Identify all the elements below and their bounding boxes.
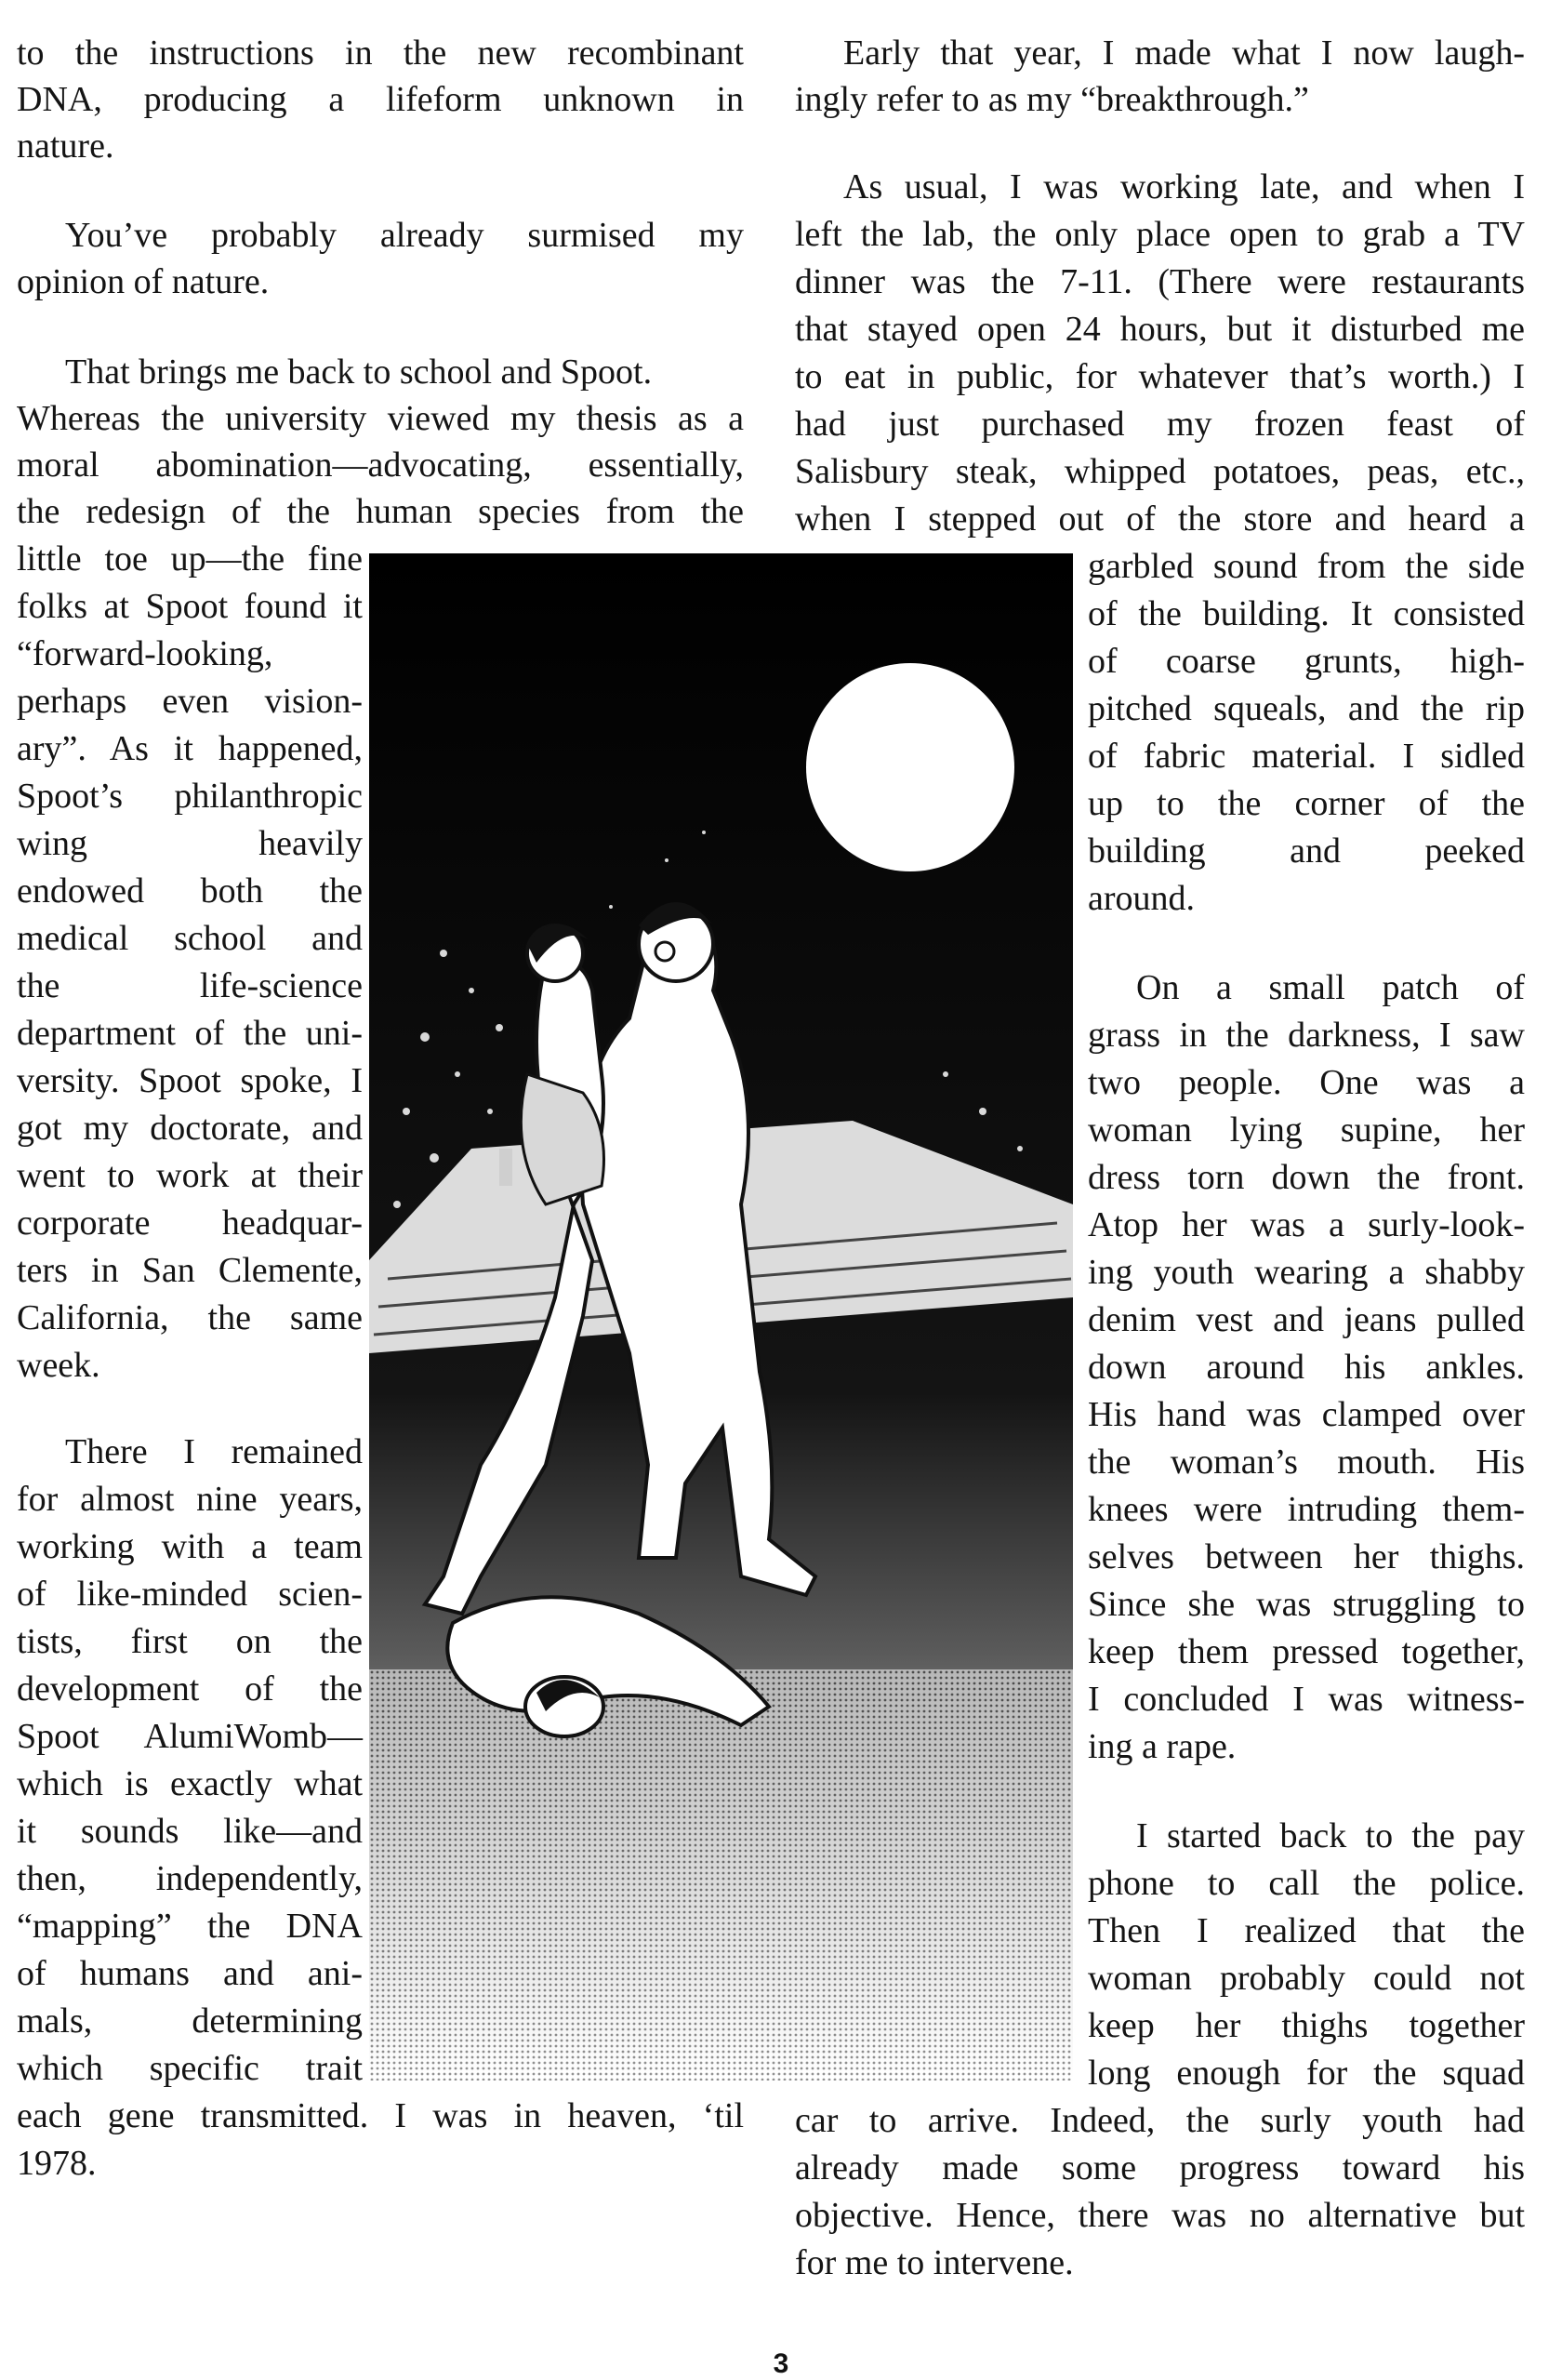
text-line: for almost nine years, — [17, 1480, 363, 1519]
text-line: Spoot’s philanthropic — [17, 777, 363, 816]
text-line: You’ve probably already surmised my — [65, 216, 744, 255]
text-line: each gene transmitted. I was in heaven, ‘til — [17, 2096, 744, 2135]
text-line: Atop her was a surly-look- — [1088, 1205, 1525, 1244]
text-line: ing youth wearing a shabby — [1088, 1253, 1525, 1292]
text-line: dress torn down the front. — [1088, 1158, 1525, 1197]
text-line: Early that year, I made what I now laugh- — [843, 33, 1525, 73]
text-line: DNA, producing a lifeform unknown in — [17, 80, 744, 119]
text-line: Whereas the university viewed my thesis as a — [17, 399, 744, 438]
text-line: to the instructions in the new recombinant — [17, 33, 744, 73]
text-line: medical school and — [17, 919, 363, 958]
text-line: denim vest and jeans pulled — [1088, 1300, 1525, 1339]
text-line: development of the — [17, 1669, 363, 1709]
text-line: of like-minded scien- — [17, 1575, 363, 1614]
text-line: the redesign of the human species from the — [17, 492, 744, 531]
text-line: Then I realized that the — [1088, 1911, 1525, 1950]
text-line: that stayed open 24 hours, but it disturbed me — [795, 310, 1525, 349]
text-line: car to arrive. Indeed, the surly youth had — [795, 2101, 1525, 2140]
text-line: I concluded I was witness- — [1088, 1680, 1525, 1719]
text-line: little toe up—the fine — [17, 539, 363, 578]
text-line: keep them pressed together, — [1088, 1632, 1525, 1671]
night-scene-illustration — [369, 553, 1073, 2081]
text-line: nature. — [17, 126, 114, 166]
text-line: building and peeked — [1088, 831, 1525, 871]
text-line: wing heavily — [17, 824, 363, 863]
text-line: On a small patch of — [1136, 968, 1525, 1007]
text-line: down around his ankles. — [1088, 1348, 1525, 1387]
text-line: garbled sound from the side — [1088, 547, 1525, 586]
text-line: woman lying supine, her — [1088, 1110, 1525, 1150]
text-line: woman probably could not — [1088, 1959, 1525, 1998]
text-line: pitched squeals, and the rip — [1088, 689, 1525, 728]
text-line: went to work at their — [17, 1156, 363, 1195]
text-line: There I remained — [65, 1432, 363, 1471]
text-line: it sounds like—and — [17, 1812, 363, 1851]
text-line: ters in San Clemente, — [17, 1251, 363, 1290]
text-line: had just purchased my frozen feast of — [795, 405, 1525, 444]
chimney-pipe — [499, 1149, 512, 1186]
text-line: opinion of nature. — [17, 262, 270, 301]
text-line: His hand was clamped over — [1088, 1395, 1525, 1434]
text-line: week. — [17, 1346, 100, 1385]
text-line: the woman’s mouth. His — [1088, 1443, 1525, 1482]
text-line: mals, determining — [17, 2001, 363, 2041]
text-line: California, the same — [17, 1298, 363, 1337]
text-line: perhaps even vision- — [17, 682, 363, 721]
page-number: 3 — [773, 2348, 789, 2379]
full-moon — [806, 663, 1014, 871]
text-line: versity. Spoot spoke, I — [17, 1061, 363, 1100]
text-line: endowed both the — [17, 871, 363, 911]
text-line: ingly refer to as my “breakthrough.” — [795, 80, 1309, 119]
text-line: of coarse grunts, high- — [1088, 642, 1525, 681]
text-line: left the lab, the only place open to grab a TV — [795, 215, 1525, 254]
text-line: I started back to the pay — [1136, 1816, 1525, 1855]
text-line: when I stepped out of the store and heard a — [795, 499, 1525, 538]
text-line: Salisbury steak, whipped potatoes, peas, etc., — [795, 452, 1525, 491]
text-line: department of the uni- — [17, 1014, 363, 1053]
text-line: 1978. — [17, 2144, 97, 2183]
text-line: folks at Spoot found it — [17, 587, 363, 626]
text-line: of the building. It consisted — [1088, 594, 1525, 633]
text-line: two people. One was a — [1088, 1063, 1525, 1102]
text-line: the life-science — [17, 966, 363, 1005]
text-line: working with a team — [17, 1527, 363, 1566]
text-line: ary”. As it happened, — [17, 729, 363, 768]
text-line: which specific trait — [17, 2049, 363, 2088]
text-line: around. — [1088, 879, 1196, 918]
text-line: objective. Hence, there was no alternative but — [795, 2196, 1525, 2235]
text-line: of fabric material. I sidled — [1088, 737, 1525, 776]
text-line: Since she was struggling to — [1088, 1585, 1525, 1624]
text-line: corporate headquar- — [17, 1203, 363, 1243]
text-line: “forward-looking, — [17, 634, 273, 673]
text-line: selves between her thighs. — [1088, 1537, 1525, 1576]
text-line: ing a rape. — [1088, 1727, 1237, 1766]
text-line: then, independently, — [17, 1859, 363, 1898]
text-line: Spoot AlumiWomb— — [17, 1717, 363, 1756]
text-line: phone to call the police. — [1088, 1864, 1525, 1903]
text-line: grass in the darkness, I saw — [1088, 1016, 1525, 1055]
halftone-ground — [369, 1669, 1073, 2081]
text-line: That brings me back to school and Spoot. — [65, 352, 653, 392]
text-line: got my doctorate, and — [17, 1109, 363, 1148]
text-line: tists, first on the — [17, 1622, 363, 1661]
text-line: long enough for the squad — [1088, 2054, 1525, 2093]
text-line: As usual, I was working late, and when I — [843, 167, 1525, 206]
text-line: already made some progress toward his — [795, 2148, 1525, 2187]
text-line: keep her thighs together — [1088, 2006, 1525, 2045]
text-line: knees were intruding them- — [1088, 1490, 1525, 1529]
text-line: for me to intervene. — [795, 2243, 1074, 2282]
text-line: dinner was the 7-11. (There were restaurants — [795, 262, 1525, 301]
text-line: to eat in public, for whatever that’s worth.) I — [795, 357, 1525, 396]
text-line: up to the corner of the — [1088, 784, 1525, 823]
text-line: which is exactly what — [17, 1764, 363, 1803]
text-line: “mapping” the DNA — [17, 1907, 363, 1946]
text-line: moral abomination—advocating, essentially, — [17, 445, 744, 485]
text-line: of humans and ani- — [17, 1954, 363, 1993]
